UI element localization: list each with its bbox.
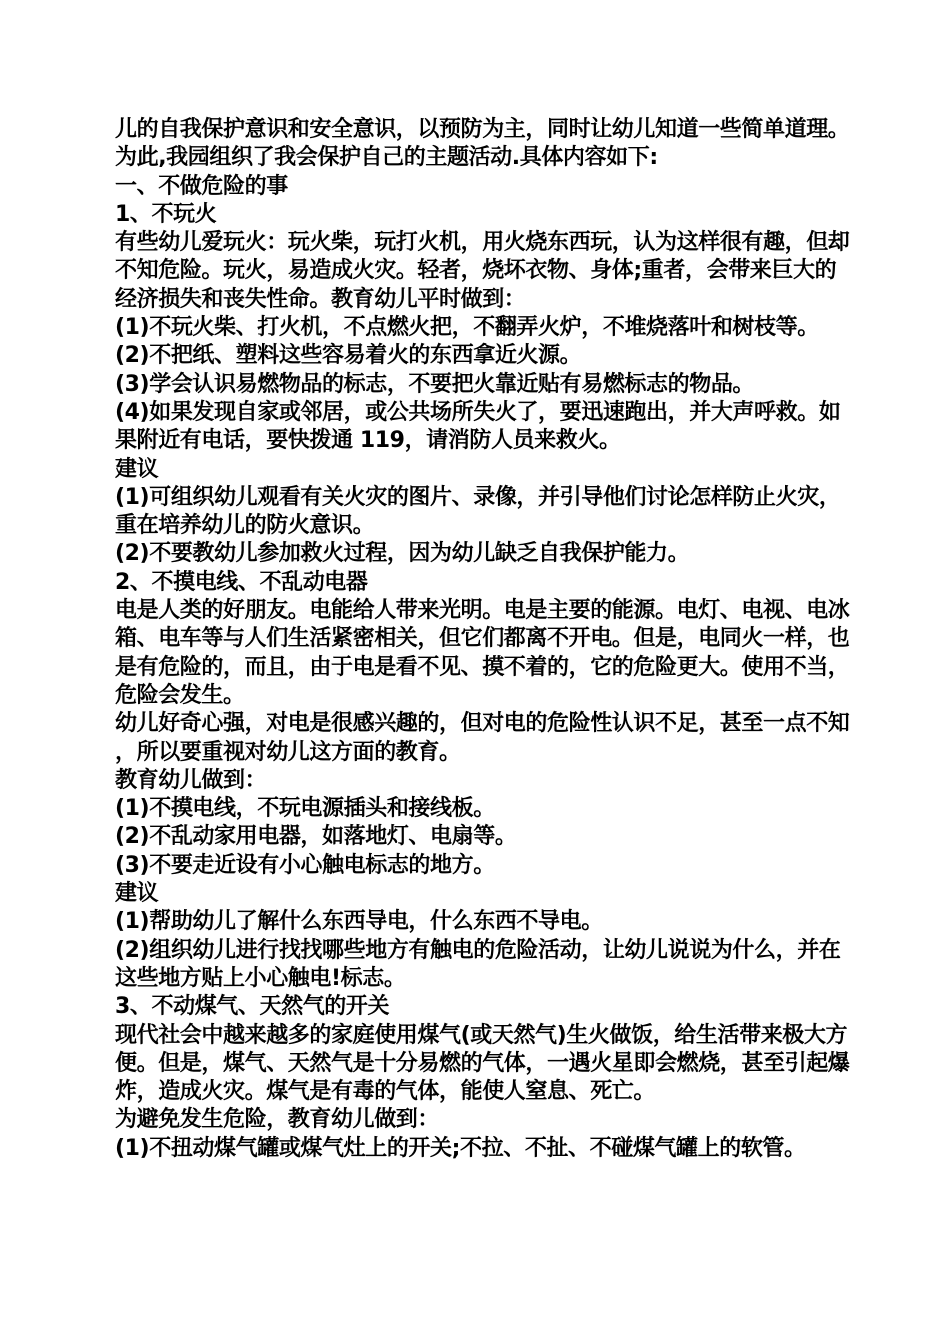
paragraph-fire-intro: 有些幼儿爱玩火：玩火柴，玩打火机，用火烧东西玩，认为这样很有趣，但却不知危险。玩火，易造成火灾。轻者，烧坏衣物、身体;重者，会带来巨大的经济损失和丧失性命。教育幼儿平时做到： — [115, 230, 850, 312]
heading-suggestion-electric: 建议 — [115, 881, 159, 907]
heading-no-fire: 1、不玩火 — [115, 201, 217, 227]
heading-suggestion-fire: 建议 — [115, 456, 159, 482]
heading-section-1: 一、不做危险的事 — [115, 173, 288, 199]
list-item-gas-1: (1)不扭动煤气罐或煤气灶上的开关;不拉、不扯、不碰煤气罐上的软管。 — [115, 1135, 806, 1161]
list-item-electric-3: (3)不要走近设有小心触电标志的地方。 — [115, 852, 495, 878]
list-item-electric-suggestion-2: (2)组织幼儿进行找找哪些地方有触电的危险活动，让幼儿说说为什么，并在这些地方贴上小心触电!标志。 — [115, 937, 841, 991]
paragraph-electric-intro: 电是人类的好朋友。电能给人带来光明。电是主要的能源。电灯、电视、电冰箱、电车等与人们生活紧密相关，但它们都离不开电。但是，电同火一样，也是有危险的，而且，由于电是看不见、摸不着的，它的危险更大。使用不当，危险会发生。 — [115, 598, 850, 708]
list-item-fire-4: (4)如果发现自家或邻居，或公共场所失火了，要迅速跑出，并大声呼救。如果附近有电话，要快拨通 119，请消防人员来救火。 — [115, 399, 841, 454]
list-item-fire-suggestion-2: (2)不要教幼儿参加救火过程，因为幼儿缺乏自我保护能力。 — [115, 541, 690, 567]
paragraph-intro: 儿的自我保护意识和安全意识，以预防为主，同时让幼儿知道一些简单道理。为此,我园组织了我会保护自己的主题活动.具体内容如下: — [115, 117, 850, 171]
heading-no-gas: 3、不动煤气、天然气的开关 — [115, 994, 390, 1020]
list-item-electric-1: (1)不摸电线，不玩电源插头和接线板。 — [115, 796, 495, 822]
heading-no-electric: 2、不摸电线、不乱动电器 — [115, 569, 368, 595]
document-page — [115, 116, 850, 1163]
list-item-electric-2: (2)不乱动家用电器，如落地灯、电扇等。 — [115, 824, 517, 850]
list-item-fire-2: (2)不把纸、塑料这些容易着火的东西拿近火源。 — [115, 343, 582, 369]
list-item-fire-3: (3)学会认识易燃物品的标志，不要把火靠近贴有易燃标志的物品。 — [115, 371, 755, 397]
paragraph-electric-teach: 教育幼儿做到： — [115, 767, 267, 793]
paragraph-electric-curiosity: 幼儿好奇心强，对电是很感兴趣的，但对电的危险性认识不足，甚至一点不知，所以要重视对幼儿这方面的教育。 — [115, 711, 850, 765]
list-item-fire-1: (1)不玩火柴、打火机，不点燃火把，不翻弄火炉，不堆烧落叶和树枝等。 — [115, 315, 819, 341]
list-item-fire-suggestion-1: (1)可组织幼儿观看有关火灾的图片、录像，并引导他们讨论怎样防止火灾，重在培养幼儿的防火意识。 — [115, 484, 841, 539]
paragraph-gas-intro: 现代社会中越来越多的家庭使用煤气(或天然气)生火做饭，给生活带来极大方便。但是，煤气、天然气是十分易燃的气体，一遇火星即会燃烧，甚至引起爆炸，造成火灾。煤气是有毒的气体，能使人窒息、死亡。 — [115, 1022, 850, 1105]
paragraph-gas-teach: 为避免发生危险，教育幼儿做到： — [115, 1107, 440, 1133]
list-item-electric-suggestion-1: (1)帮助幼儿了解什么东西导电，什么东西不导电。 — [115, 909, 603, 935]
